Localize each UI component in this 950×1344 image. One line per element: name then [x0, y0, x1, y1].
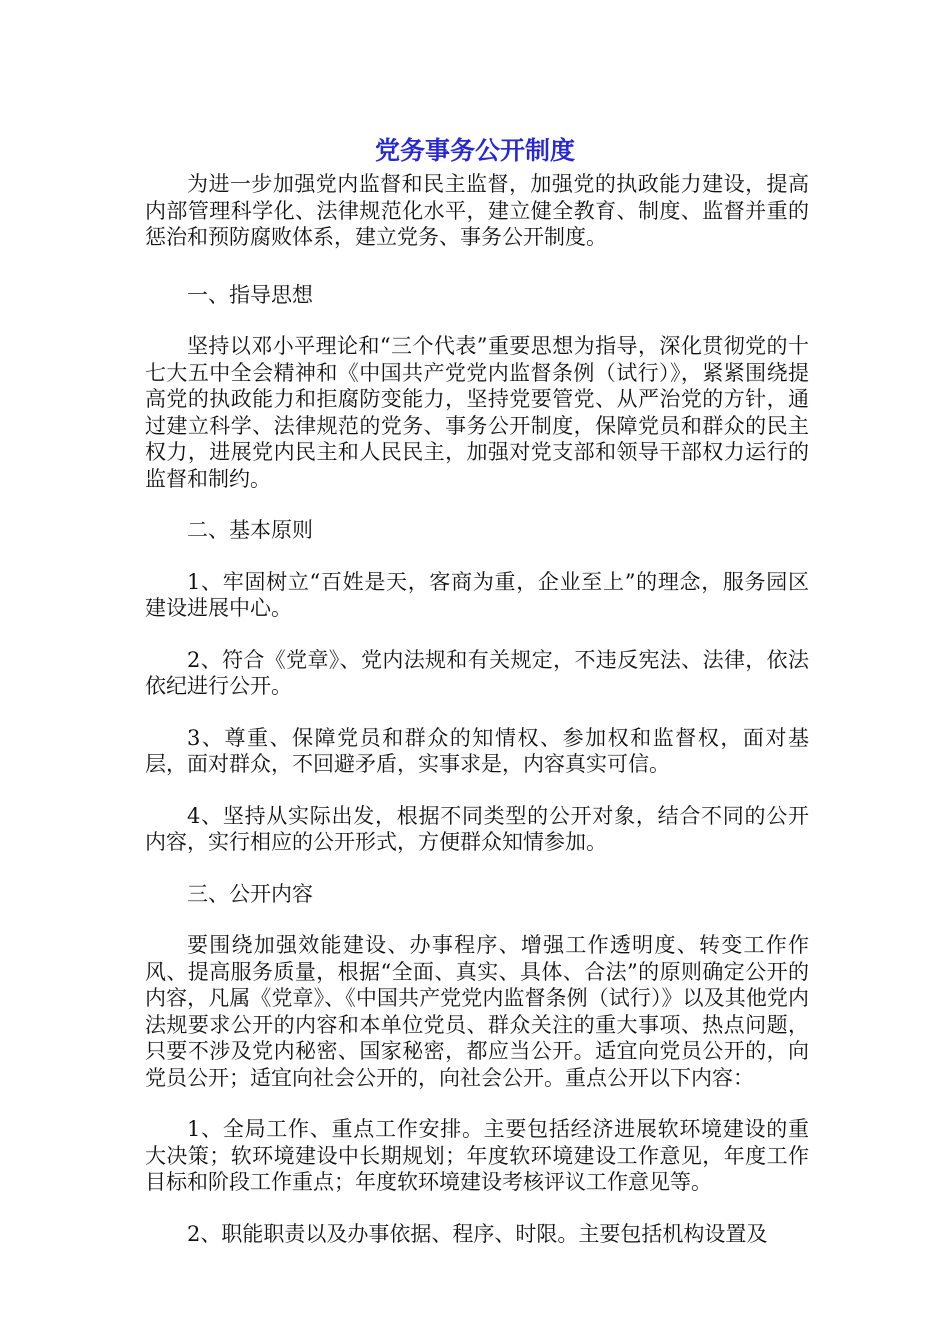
principle-item-2: 2、符合《党章》、党内法规和有关规定，不违反宪法、法律，依法依纪进行公开。	[145, 647, 809, 698]
content-item-1: 1、全局工作、重点工作安排。主要包括经济进展软环境建设的重大决策；软环境建设中长期规划；年度软环境建设工作意见，年度工作目标和阶段工作重点；年度软环境建设考核评议工作意见等。	[145, 1117, 809, 1194]
section-heading-guiding-ideology: 一、指导思想	[187, 282, 313, 307]
principle-item-1: 1、牢固树立“百姓是天，客商为重，企业至上”的理念，服务园区建设进展中心。	[145, 569, 809, 620]
guiding-ideology-paragraph: 坚持以邓小平理论和“三个代表”重要思想为指导，深化贯彻党的十七大五中全会精神和《中国共产党党内监督条例（试行）》，紧紧围绕提高党的执政能力和拒腐防变能力，坚持党要管党、从严治党的方针，通过建立科学、法律规范的党务、事务公开制度，保障党员和群众的民主权力，进展党内民主和人民民主，加强对党支部和领导干部权力运行的监督和制约。	[145, 334, 809, 491]
document-body	[145, 171, 809, 1272]
intro-paragraph: 为进一步加强党内监督和民主监督，加强党的执政能力建设，提高内部管理科学化、法律规范化水平，建立健全教育、制度、监督并重的惩治和预防腐败体系，建立党务、事务公开制度。	[145, 172, 809, 249]
public-content-paragraph: 要围绕加强效能建设、办事程序、增强工作透明度、转变工作作风、提高服务质量，根据“全面、真实、具体、合法”的原则确定公开的内容，凡属《党章》、《中国共产党党内监督条例（试行）》以及其他党内法规要求公开的内容和本单位党员、群众关注的重大事项、热点问题，只要不涉及党内秘密、国家秘密，都应当公开。适宜向党员公开的，向党员公开；适宜向社会公开的，向社会公开。重点公开以下内容：	[145, 933, 809, 1090]
principle-item-3: 3、尊重、保障党员和群众的知情权、参加权和监督权，面对基层，面对群众，不回避矛盾，实事求是，内容真实可信。	[145, 725, 809, 776]
content-item-2: 2、职能职责以及办事依据、程序、时限。主要包括机构设置及	[187, 1221, 768, 1246]
document-title: 党务事务公开制度	[374, 136, 575, 165]
section-heading-basic-principles: 二、基本原则	[187, 518, 313, 542]
principle-item-4: 4、坚持从实际出发，根据不同类型的公开对象，结合不同的公开内容，实行相应的公开形式，方便群众知情参加。	[145, 803, 809, 854]
section-heading-public-content: 三、公开内容	[187, 881, 313, 906]
